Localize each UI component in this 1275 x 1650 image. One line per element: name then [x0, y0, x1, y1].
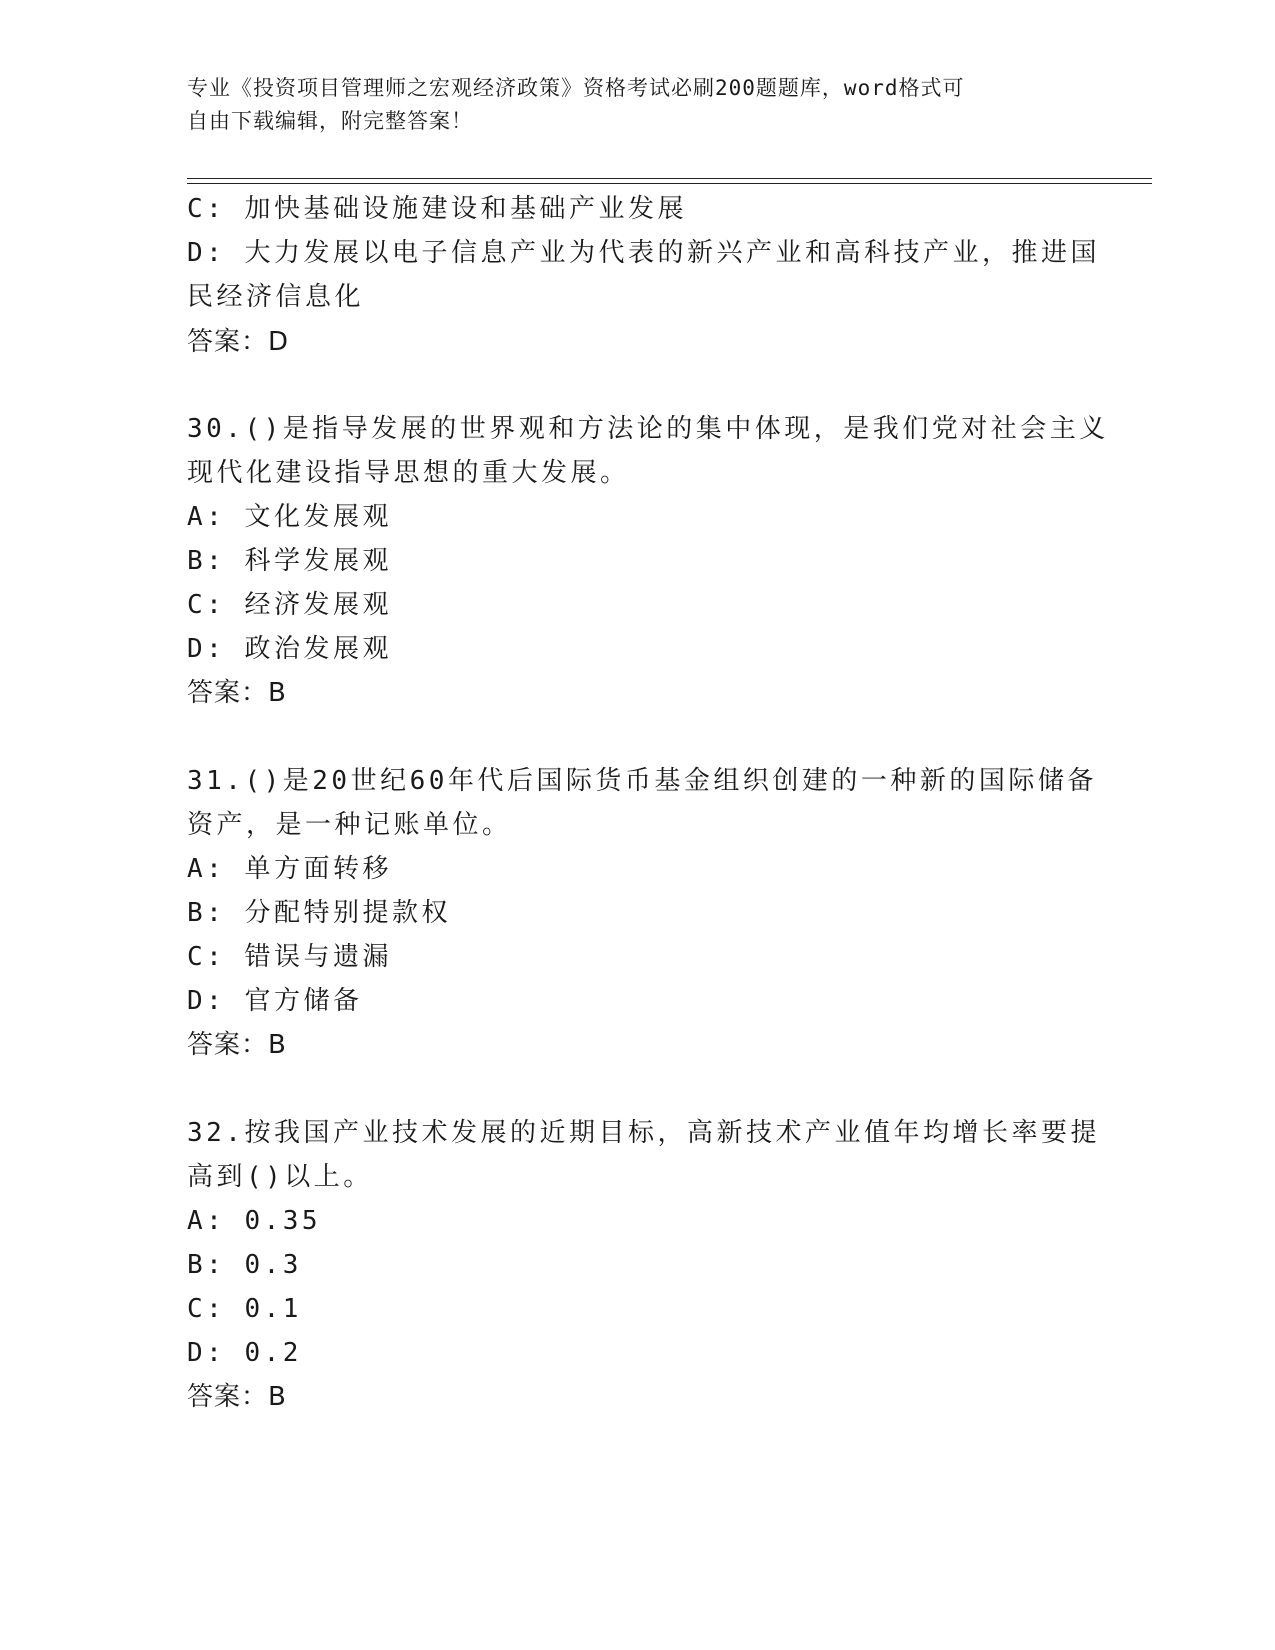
- q31-answer: 答案：B: [187, 1030, 287, 1060]
- q30-answer: 答案：B: [187, 678, 287, 708]
- q30-option-a: A: 文化发展观: [187, 502, 392, 532]
- q31-stem-line1: 31.()是20世纪60年代后国际货币基金组织创建的一种新的国际储备: [187, 766, 1097, 796]
- q30-stem-line2: 现代化建设指导思想的重大发展。: [187, 458, 630, 488]
- q31-option-b: B: 分配特别提款权: [187, 898, 451, 928]
- prev-answer: 答案：D: [187, 327, 290, 357]
- q31-stem-line2: 资产，是一种记账单位。: [187, 810, 512, 840]
- q30-stem-line1: 30.()是指导发展的世界观和方法论的集中体现，是我们党对社会主义: [187, 414, 1109, 444]
- header-line-2: 自由下载编辑，附完整答案！: [187, 109, 473, 133]
- q32-option-d: D: 0.2: [187, 1338, 302, 1368]
- q32-stem-line2: 高到()以上。: [187, 1162, 373, 1192]
- q31-option-d: D: 官方储备: [187, 986, 363, 1016]
- header-divider-bottom: [187, 183, 1152, 184]
- header-divider-top: [187, 178, 1152, 179]
- q30-option-b: B: 科学发展观: [187, 546, 392, 576]
- document-header: [187, 72, 1067, 138]
- prev-option-c: C: 加快基础设施建设和基础产业发展: [187, 194, 687, 224]
- q30-option-d: D: 政治发展观: [187, 634, 392, 664]
- q31-option-c: C: 错误与遗漏: [187, 942, 392, 972]
- prev-option-d-line2: 民经济信息化: [187, 282, 365, 312]
- q32-stem-line1: 32.按我国产业技术发展的近期目标，高新技术产业值年均增长率要提: [187, 1118, 1100, 1148]
- q30-option-c: C: 经济发展观: [187, 590, 392, 620]
- prev-option-d-line1: D: 大力发展以电子信息产业为代表的新兴产业和高科技产业，推进国: [187, 238, 1100, 268]
- q32-option-c: C: 0.1: [187, 1294, 302, 1324]
- q32-option-a: A: 0.35: [187, 1206, 322, 1236]
- q31-option-a: A: 单方面转移: [187, 854, 392, 884]
- q32-option-b: B: 0.3: [187, 1250, 302, 1280]
- header-line-1: 专业《投资项目管理师之宏观经济政策》资格考试必刷200题题库，word格式可: [187, 76, 965, 100]
- q32-answer: 答案：B: [187, 1382, 287, 1412]
